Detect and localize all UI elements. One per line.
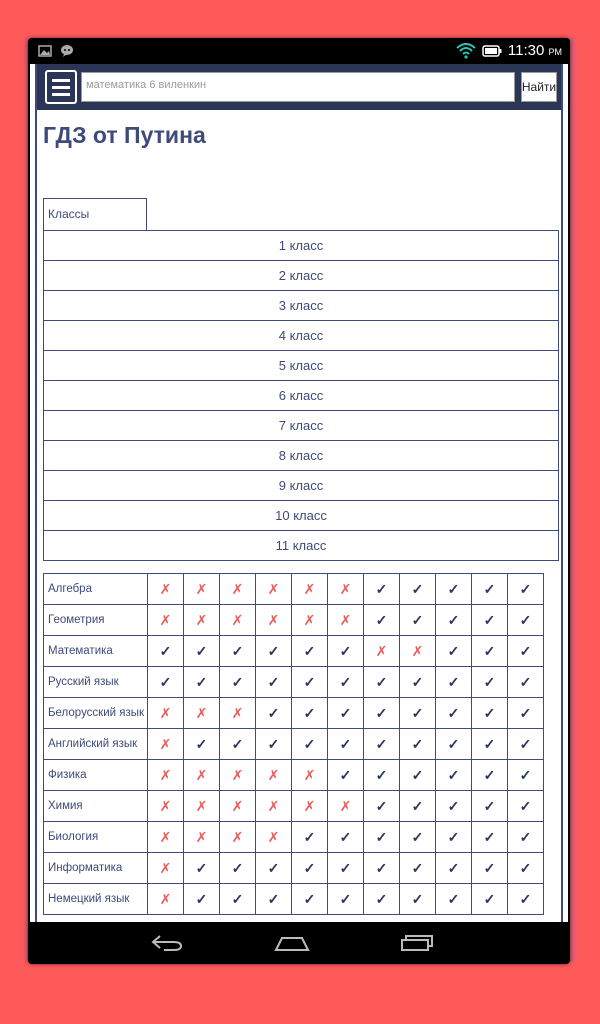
available-check-icon[interactable]: ✓: [400, 853, 436, 884]
available-check-icon[interactable]: ✓: [472, 760, 508, 791]
available-check-icon[interactable]: ✓: [436, 636, 472, 667]
unavailable-cross-icon: ✗: [220, 791, 256, 822]
available-check-icon[interactable]: ✓: [508, 791, 544, 822]
available-check-icon[interactable]: ✓: [328, 760, 364, 791]
available-check-icon[interactable]: ✓: [292, 729, 328, 760]
available-check-icon[interactable]: ✓: [472, 698, 508, 729]
available-check-icon[interactable]: ✓: [256, 853, 292, 884]
available-check-icon[interactable]: ✓: [148, 667, 184, 698]
available-check-icon[interactable]: ✓: [292, 884, 328, 915]
available-check-icon[interactable]: ✓: [400, 884, 436, 915]
search-button[interactable]: Найти: [521, 72, 557, 102]
available-check-icon[interactable]: ✓: [328, 853, 364, 884]
available-check-icon[interactable]: ✓: [364, 667, 400, 698]
available-check-icon[interactable]: ✓: [400, 791, 436, 822]
available-check-icon[interactable]: ✓: [508, 884, 544, 915]
available-check-icon[interactable]: ✓: [436, 574, 472, 605]
available-check-icon[interactable]: ✓: [220, 884, 256, 915]
available-check-icon[interactable]: ✓: [436, 822, 472, 853]
battery-icon: [482, 45, 502, 57]
available-check-icon[interactable]: ✓: [328, 667, 364, 698]
unavailable-cross-icon: ✗: [184, 605, 220, 636]
class-item[interactable]: 4 класс: [43, 321, 559, 351]
unavailable-cross-icon: ✗: [256, 822, 292, 853]
available-check-icon[interactable]: ✓: [472, 729, 508, 760]
table-row: [44, 853, 544, 884]
wifi-icon: [456, 43, 476, 59]
available-check-icon[interactable]: ✓: [220, 636, 256, 667]
available-check-icon[interactable]: ✓: [184, 667, 220, 698]
class-item[interactable]: 9 класс: [43, 471, 559, 501]
subject-name[interactable]: Математика: [44, 636, 148, 667]
available-check-icon[interactable]: ✓: [292, 698, 328, 729]
class-item[interactable]: 6 класс: [43, 381, 559, 411]
recent-apps-icon[interactable]: [400, 932, 434, 952]
subject-name[interactable]: Английский язык: [44, 729, 148, 760]
unavailable-cross-icon: ✗: [220, 822, 256, 853]
available-check-icon[interactable]: ✓: [436, 605, 472, 636]
web-page: [35, 64, 563, 922]
available-check-icon[interactable]: ✓: [508, 760, 544, 791]
available-check-icon[interactable]: ✓: [184, 853, 220, 884]
available-check-icon[interactable]: ✓: [436, 667, 472, 698]
table-row: [44, 884, 544, 915]
unavailable-cross-icon: ✗: [148, 884, 184, 915]
class-item[interactable]: 8 класс: [43, 441, 559, 471]
available-check-icon[interactable]: ✓: [292, 636, 328, 667]
available-check-icon[interactable]: ✓: [472, 884, 508, 915]
available-check-icon[interactable]: ✓: [256, 698, 292, 729]
available-check-icon[interactable]: ✓: [256, 884, 292, 915]
available-check-icon[interactable]: ✓: [220, 729, 256, 760]
class-list: [43, 230, 559, 561]
site-header: [37, 64, 561, 110]
available-check-icon[interactable]: ✓: [364, 605, 400, 636]
browser-viewport[interactable]: [30, 64, 568, 922]
clock: 11:30 PM: [507, 42, 562, 59]
available-check-icon[interactable]: ✓: [400, 822, 436, 853]
available-check-icon[interactable]: ✓: [184, 729, 220, 760]
available-check-icon[interactable]: ✓: [364, 574, 400, 605]
available-check-icon[interactable]: ✓: [364, 853, 400, 884]
available-check-icon[interactable]: ✓: [292, 667, 328, 698]
available-check-icon[interactable]: ✓: [508, 729, 544, 760]
available-check-icon[interactable]: ✓: [256, 667, 292, 698]
table-row: [44, 729, 544, 760]
available-check-icon[interactable]: ✓: [436, 760, 472, 791]
available-check-icon[interactable]: ✓: [508, 667, 544, 698]
available-check-icon[interactable]: ✓: [472, 667, 508, 698]
class-item[interactable]: 5 класс: [43, 351, 559, 381]
available-check-icon[interactable]: ✓: [508, 574, 544, 605]
classes-tab[interactable]: Классы: [43, 198, 147, 230]
available-check-icon[interactable]: ✓: [472, 822, 508, 853]
available-check-icon[interactable]: ✓: [364, 760, 400, 791]
subject-name[interactable]: Русский язык: [44, 667, 148, 698]
available-check-icon[interactable]: ✓: [400, 574, 436, 605]
available-check-icon[interactable]: ✓: [292, 853, 328, 884]
subject-name[interactable]: Информатика: [44, 853, 148, 884]
unavailable-cross-icon: ✗: [292, 574, 328, 605]
available-check-icon[interactable]: ✓: [508, 822, 544, 853]
image-icon: [38, 44, 52, 58]
home-icon[interactable]: [274, 934, 310, 952]
unavailable-cross-icon: ✗: [148, 698, 184, 729]
unavailable-cross-icon: ✗: [148, 760, 184, 791]
available-check-icon[interactable]: ✓: [364, 698, 400, 729]
available-check-icon[interactable]: ✓: [400, 760, 436, 791]
available-check-icon[interactable]: ✓: [328, 636, 364, 667]
site-title: ГДЗ от Путина: [43, 122, 206, 148]
available-check-icon[interactable]: ✓: [400, 667, 436, 698]
table-row: [44, 605, 544, 636]
unavailable-cross-icon: ✗: [184, 574, 220, 605]
subject-name[interactable]: Химия: [44, 791, 148, 822]
frame-background-top: [0, 0, 600, 38]
available-check-icon[interactable]: ✓: [508, 636, 544, 667]
back-icon[interactable]: [150, 934, 184, 952]
available-check-icon[interactable]: ✓: [436, 698, 472, 729]
available-check-icon[interactable]: ✓: [328, 884, 364, 915]
available-check-icon[interactable]: ✓: [400, 605, 436, 636]
available-check-icon[interactable]: ✓: [472, 574, 508, 605]
class-item[interactable]: 1 класс: [43, 230, 559, 261]
available-check-icon[interactable]: ✓: [292, 822, 328, 853]
available-check-icon[interactable]: ✓: [436, 884, 472, 915]
available-check-icon[interactable]: ✓: [400, 698, 436, 729]
unavailable-cross-icon: ✗: [184, 760, 220, 791]
available-check-icon[interactable]: ✓: [328, 822, 364, 853]
available-check-icon[interactable]: ✓: [220, 667, 256, 698]
unavailable-cross-icon: ✗: [184, 822, 220, 853]
table-row: [44, 760, 544, 791]
available-check-icon[interactable]: ✓: [220, 853, 256, 884]
available-check-icon[interactable]: ✓: [364, 822, 400, 853]
table-row: [44, 574, 544, 605]
available-check-icon[interactable]: ✓: [436, 729, 472, 760]
unavailable-cross-icon: ✗: [184, 791, 220, 822]
unavailable-cross-icon: ✗: [148, 729, 184, 760]
unavailable-cross-icon: ✗: [292, 605, 328, 636]
subject-name[interactable]: Физика: [44, 760, 148, 791]
unavailable-cross-icon: ✗: [220, 574, 256, 605]
unavailable-cross-icon: ✗: [148, 853, 184, 884]
subject-name[interactable]: Алгебра: [44, 574, 148, 605]
available-check-icon[interactable]: ✓: [400, 729, 436, 760]
unavailable-cross-icon: ✗: [256, 760, 292, 791]
available-check-icon[interactable]: ✓: [364, 729, 400, 760]
table-row: [44, 667, 544, 698]
unavailable-cross-icon: ✗: [220, 605, 256, 636]
available-check-icon[interactable]: ✓: [472, 605, 508, 636]
frame-background-bottom: [0, 962, 600, 1024]
table-row: [44, 636, 544, 667]
available-check-icon[interactable]: ✓: [328, 698, 364, 729]
available-check-icon[interactable]: ✓: [436, 853, 472, 884]
search-input[interactable]: математика 6 виленкин: [81, 72, 515, 102]
available-check-icon[interactable]: ✓: [364, 791, 400, 822]
unavailable-cross-icon: ✗: [256, 791, 292, 822]
available-check-icon[interactable]: ✓: [184, 636, 220, 667]
class-item[interactable]: 3 класс: [43, 291, 559, 321]
available-check-icon[interactable]: ✓: [328, 729, 364, 760]
unavailable-cross-icon: ✗: [292, 760, 328, 791]
unavailable-cross-icon: ✗: [364, 636, 400, 667]
available-check-icon[interactable]: ✓: [256, 729, 292, 760]
chat-bubble-icon: [60, 44, 74, 58]
class-item[interactable]: 2 класс: [43, 261, 559, 291]
table-row: [44, 698, 544, 729]
available-check-icon[interactable]: ✓: [472, 853, 508, 884]
unavailable-cross-icon: ✗: [148, 574, 184, 605]
unavailable-cross-icon: ✗: [256, 605, 292, 636]
subject-name[interactable]: Геометрия: [44, 605, 148, 636]
class-item[interactable]: 11 класс: [43, 531, 559, 561]
available-check-icon[interactable]: ✓: [148, 636, 184, 667]
unavailable-cross-icon: ✗: [328, 791, 364, 822]
available-check-icon[interactable]: ✓: [472, 636, 508, 667]
class-item[interactable]: 7 класс: [43, 411, 559, 441]
unavailable-cross-icon: ✗: [220, 760, 256, 791]
available-check-icon[interactable]: ✓: [184, 884, 220, 915]
subject-name[interactable]: Биология: [44, 822, 148, 853]
table-row: [44, 791, 544, 822]
unavailable-cross-icon: ✗: [256, 574, 292, 605]
unavailable-cross-icon: ✗: [184, 698, 220, 729]
available-check-icon[interactable]: ✓: [508, 605, 544, 636]
available-check-icon[interactable]: ✓: [436, 791, 472, 822]
available-check-icon[interactable]: ✓: [508, 853, 544, 884]
hamburger-menu-icon[interactable]: [45, 70, 77, 104]
status-bar: [30, 40, 568, 64]
unavailable-cross-icon: ✗: [400, 636, 436, 667]
unavailable-cross-icon: ✗: [148, 791, 184, 822]
navigation-bar: [30, 922, 568, 962]
subject-name[interactable]: Белорусский язык: [44, 698, 148, 729]
available-check-icon[interactable]: ✓: [472, 791, 508, 822]
available-check-icon[interactable]: ✓: [364, 884, 400, 915]
unavailable-cross-icon: ✗: [148, 822, 184, 853]
unavailable-cross-icon: ✗: [292, 791, 328, 822]
table-row: [44, 822, 544, 853]
unavailable-cross-icon: ✗: [328, 605, 364, 636]
subject-availability-table: [43, 573, 544, 915]
unavailable-cross-icon: ✗: [148, 605, 184, 636]
class-item[interactable]: 10 класс: [43, 501, 559, 531]
unavailable-cross-icon: ✗: [220, 698, 256, 729]
available-check-icon[interactable]: ✓: [256, 636, 292, 667]
unavailable-cross-icon: ✗: [328, 574, 364, 605]
subject-name[interactable]: Немецкий язык: [44, 884, 148, 915]
available-check-icon[interactable]: ✓: [508, 698, 544, 729]
